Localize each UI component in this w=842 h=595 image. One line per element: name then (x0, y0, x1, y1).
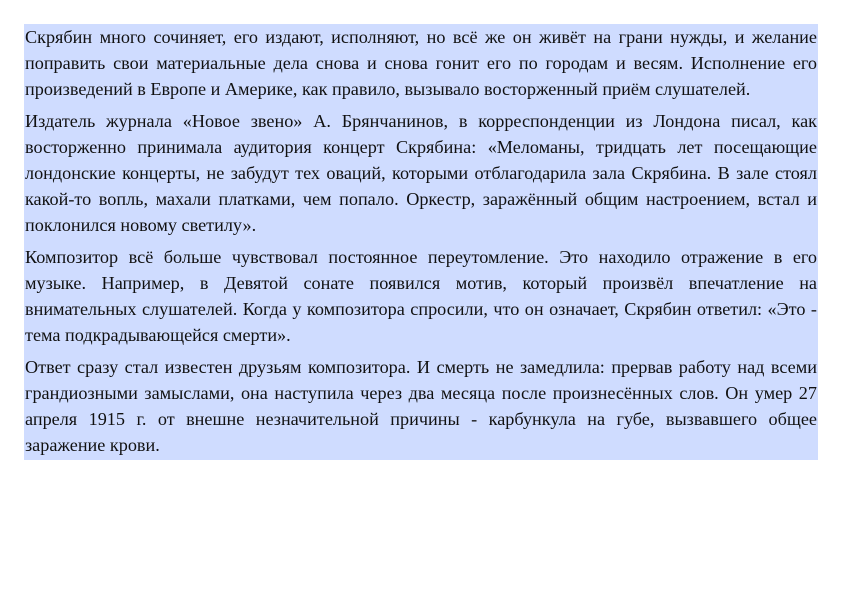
paragraph-1: Скрябин много сочиняет, его издают, исполняют, но всё же он живёт на грани нужды, и желание поправить свои материальные дела снова и снова гонит его по городам и весям. Исполнение его произведений в Европе и Америке, как правило, вызывало восторженный приём слушателей. (25, 27, 817, 99)
paragraph-2: Издатель журнала «Новое звено» А. Брянчанинов, в корреспонденции из Лондона писал, как восторженно принимала аудитория концерт Скрябина: «Меломаны, тридцать лет посещающие лондонские концерты, не забудут тех оваций, которыми отблагодарила зала Скрябина. В зале стоял какой-то вопль, махали платками, чем попало. Оркестр, заражённый общим настроением, встал и поклонился новому светилу». (25, 111, 817, 235)
paragraph-3: Композитор всё больше чувствовал постоянное переутомление. Это находило отражение в его музыке. Например, в Девятой сонате появился мотив, который произвёл впечатление на внимательных слушателей. Когда у композитора спросили, что он означает, Скрябин ответил: «Это - тема подкрадывающейся смерти». (25, 247, 817, 345)
paragraph-4: Ответ сразу стал известен друзьям композитора. И смерть не замедлила: прервав работу над всеми грандиозными замыслами, она наступила через два месяца после произнесённых слов. Он умер 27 апреля 1915 г. от внешне незначительной причины - карбункула на губе, вызвавшего общее заражение крови. (25, 357, 817, 455)
text-block (24, 24, 818, 460)
